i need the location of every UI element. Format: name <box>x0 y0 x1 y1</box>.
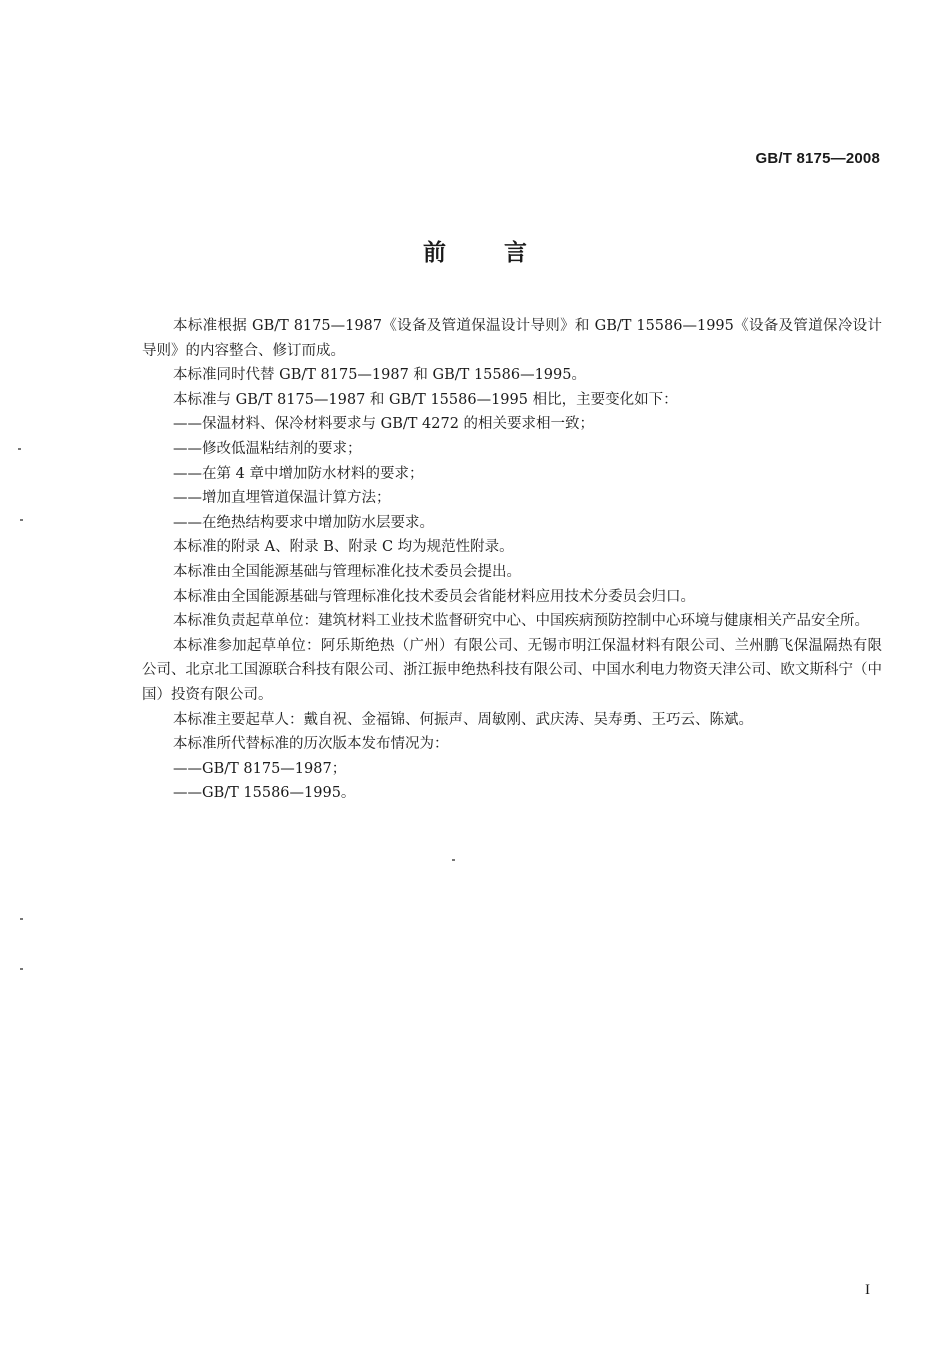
paragraph-responsible: 本标准由全国能源基础与管理标准化技术委员会省能材料应用技术分委员会归口。 <box>173 588 695 605</box>
change-item: ——修改低温粘结剂的要求； <box>173 440 362 457</box>
paragraph-origin: 本标准根据 GB/T 8175—1987《设备及管道保温设计导则》和 GB/T 15586—1995《设备及管道保冷设计导则》的内容整合、修订而成。 <box>142 318 882 359</box>
paragraph-history-intro: 本标准所代替标准的历次版本发布情况为： <box>173 736 449 753</box>
paragraph-drafters: 本标准主要起草人：戴自祝、金福锦、何振声、周敏刚、武庆涛、吴寿勇、王巧云、陈斌。 <box>173 711 753 728</box>
paragraph-changes-intro: 本标准与 GB/T 8175—1987 和 GB/T 15586—1995 相比，主要变化如下： <box>173 391 678 408</box>
paragraph-replaces: 本标准同时代替 GB/T 8175—1987 和 GB/T 15586—1995。 <box>173 367 586 384</box>
change-item: ——在第 4 章中增加防水材料的要求； <box>173 465 424 482</box>
paragraph-proposed-by: 本标准由全国能源基础与管理标准化技术委员会提出。 <box>173 563 521 580</box>
page-number: I <box>865 1282 870 1298</box>
scan-speck <box>20 968 23 970</box>
scan-speck <box>20 519 23 521</box>
page-title: 前言 <box>423 240 585 266</box>
paragraph-drafting-unit: 本标准负责起草单位：建筑材料工业技术监督研究中心、中国疾病预防控制中心环境与健康相关产品安全所。 <box>173 613 869 630</box>
scan-speck <box>452 859 455 861</box>
paragraph-participating-units: 本标准参加起草单位：阿乐斯绝热（广州）有限公司、无锡市明江保温材料有限公司、兰州鹏飞保温隔热有限公司、北京北工国源联合科技有限公司、浙江振申绝热科技有限公司、中国水利电力物资天津公司、欧文斯科宁（中国）投资有限公司。 <box>142 637 882 703</box>
scan-speck <box>20 918 23 920</box>
change-item: ——保温材料、保冷材料要求与 GB/T 4272 的相关要求相一致； <box>173 416 595 433</box>
change-item: ——在绝热结构要求中增加防水层要求。 <box>173 514 434 531</box>
history-item: ——GB/T 8175—1987； <box>173 760 347 777</box>
standard-code: GB/T 8175—2008 <box>755 150 880 167</box>
paragraph-appendices: 本标准的附录 A、附录 B、附录 C 均为规范性附录。 <box>173 539 514 556</box>
scan-speck <box>18 448 21 450</box>
history-item: ——GB/T 15586—1995。 <box>173 785 356 802</box>
change-item: ——增加直埋管道保温计算方法； <box>173 490 391 507</box>
foreword-body <box>142 314 882 806</box>
